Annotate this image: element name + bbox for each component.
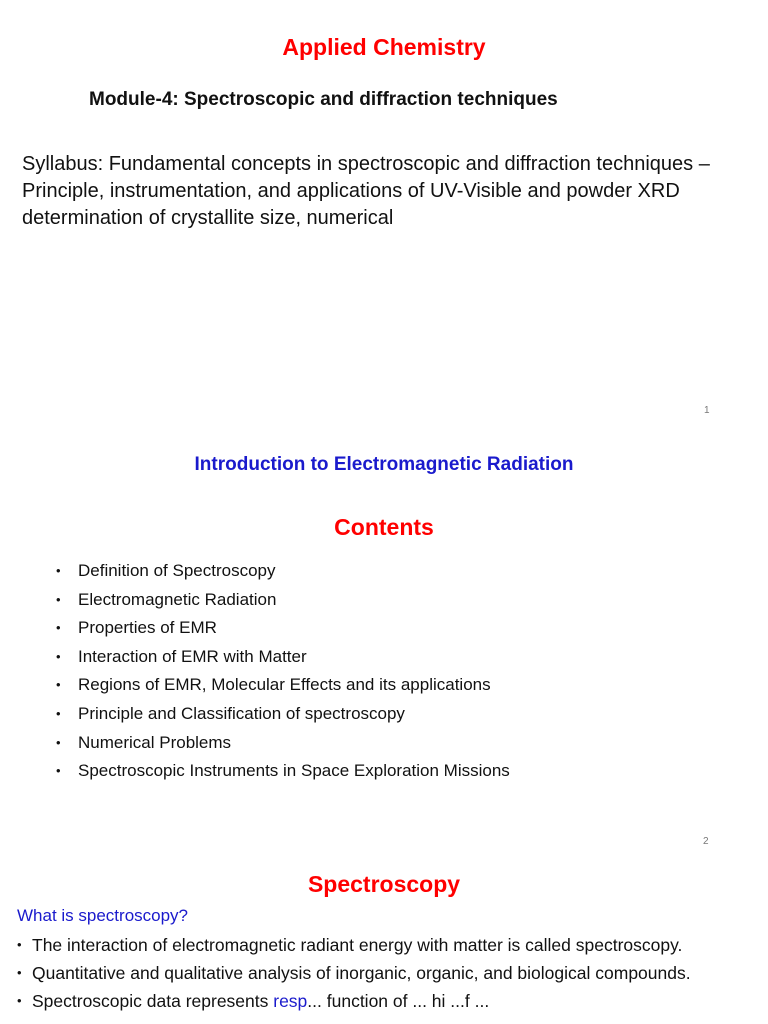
bullet-icon: • <box>56 677 61 693</box>
contents-heading: Contents <box>334 514 434 540</box>
bullet-icon: • <box>56 763 61 779</box>
slide-1 <box>0 0 768 430</box>
bullet-icon: • <box>17 993 22 1008</box>
list-item: • Spectroscopic Instruments in Space Exploration Missions <box>56 760 510 789</box>
slide-title: Spectroscopy <box>307 871 461 897</box>
intro-heading: Introduction to Electromagnetic Radiation <box>194 454 574 475</box>
list-item: • The interaction of electromagnetic radiant energy with matter is called spectroscopy. <box>17 935 683 955</box>
list-item: • Interaction of EMR with Matter <box>56 646 510 675</box>
module-heading: Module-4: Spectroscopic and diffraction techniques <box>89 89 558 110</box>
slide-title: Applied Chemistry <box>282 34 486 60</box>
list-item: • Quantitative and qualitative analysis of inorganic, organic, and biological compounds. <box>17 963 691 983</box>
bullet-icon: • <box>56 734 61 750</box>
bullet-icon: • <box>56 705 61 721</box>
points-list <box>17 934 752 1018</box>
slide-2 <box>0 430 768 862</box>
bullet-icon: • <box>56 563 61 578</box>
slide-3 <box>0 862 768 1024</box>
contents-list <box>56 560 510 789</box>
list-item: • Principle and Classification of spectroscopy <box>56 703 510 732</box>
bullet-icon: • <box>56 648 61 664</box>
list-item: • Properties of EMR <box>56 617 510 646</box>
list-item: • Definition of Spectroscopy <box>56 560 510 589</box>
list-item: • Electromagnetic Radiation <box>56 589 510 618</box>
list-item: • Regions of EMR, Molecular Effects and its applications <box>56 674 510 703</box>
bullet-icon: • <box>17 965 22 980</box>
highlighted-term: resp <box>273 991 308 1011</box>
question-text: What is spectroscopy? <box>17 906 189 925</box>
syllabus-text: Syllabus: Fundamental concepts in spectroscopic and diffraction techniques – Principle, instrumentation, and applications of UV-Visible and powder XRD determination of crystallite size, numerical <box>22 153 710 229</box>
list-item: • Numerical Problems <box>56 732 510 761</box>
list-item: • Spectroscopic data represents resp... function of ... hi ...f ... <box>17 991 490 1011</box>
page-number: 2 <box>703 836 709 847</box>
bullet-icon: • <box>17 937 22 952</box>
bullet-icon: • <box>56 620 61 636</box>
page-number: 1 <box>704 405 710 416</box>
bullet-icon: • <box>56 591 61 607</box>
